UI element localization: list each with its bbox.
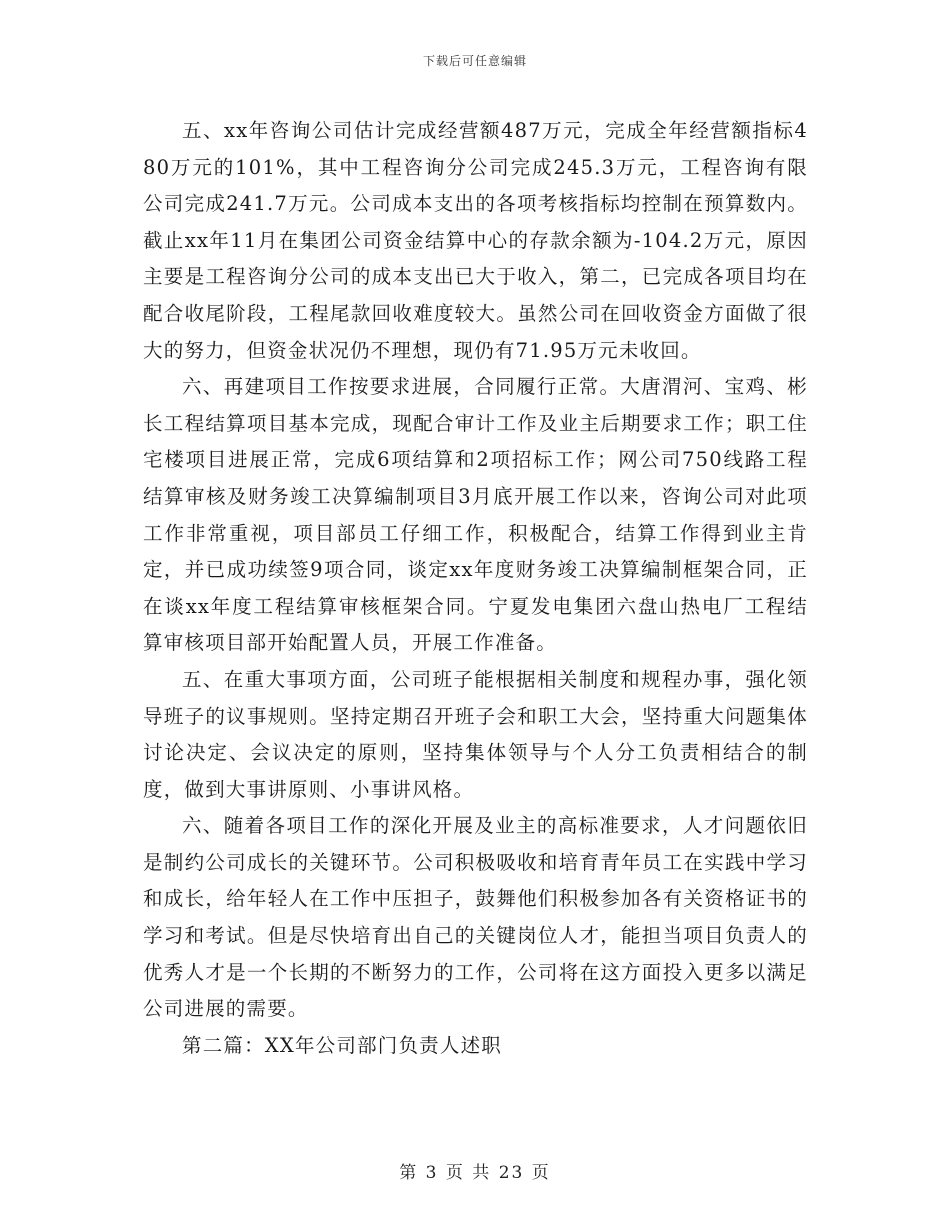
- paragraph-talent: 六、随着各项目工作的深化开展及业主的高标准要求，人才问题依旧是制约公司成长的关键环节。公司积极吸收和培育青年员工在实践中学习和成长，给年轻人在工作中压担子，鼓舞他们积极参加各有关资格证书的学习和考试。但是尽快培育出自己的关键岗位人才，能担当项目负责人的优秀人才是一个长期的不断努力的工作，公司将在这方面投入更多以满足公司进展的需要。: [143, 814, 808, 1021]
- document-body: [143, 113, 808, 1064]
- paragraph-major-matters: 五、在重大事项方面，公司班子能根据相关制度和规程办事，强化领导班子的议事规则。坚持定期召开班子会和职工大会，坚持重大问题集体讨论决定、会议决定的原则，坚持集体领导与个人分工负责相结合的制度，做到大事讲原则、小事讲风格。: [143, 667, 808, 801]
- page-header: 下载后可任意编辑: [422, 54, 527, 68]
- page-footer: 第 3 页 共 23 页: [399, 1163, 551, 1183]
- section-heading: 第二篇：XX年公司部门负责人述职: [182, 1033, 502, 1057]
- paragraph-revenue: 五、xx年咨询公司估计完成经营额487万元，完成全年经营额指标480万元的101%，其中工程咨询分公司完成245.3万元，工程咨询有限公司完成241.7万元。公司成本支出的各项考核指标均控制在预算数内。截止xx年11月在集团公司资金结算中心的存款余额为-104.2万元，原因主要是工程咨询分公司的成本支出已大于收入，第二，已完成各项目均在配合收尾阶段，工程尾款回收难度较大。虽然公司在回收资金方面做了很大的努力，但资金状况仍不理想，现仍有71.95万元未收回。: [143, 119, 808, 362]
- paragraph-projects: 六、再建项目工作按要求进展，合同履行正常。大唐渭河、宝鸡、彬长工程结算项目基本完成，现配合审计工作及业主后期要求工作；职工住宅楼项目进展正常，完成6项结算和2项招标工作；网公司750线路工程结算审核及财务竣工决算编制项目3月底开展工作以来，咨询公司对此项工作非常重视，项目部员工仔细工作，积极配合，结算工作得到业主肯定，并已成功续签9项合同，谈定xx年度财务竣工决算编制框架合同，正在谈xx年度工程结算审核框架合同。宁夏发电集团六盘山热电厂工程结算审核项目部开始配置人员，开展工作准备。: [143, 375, 808, 655]
